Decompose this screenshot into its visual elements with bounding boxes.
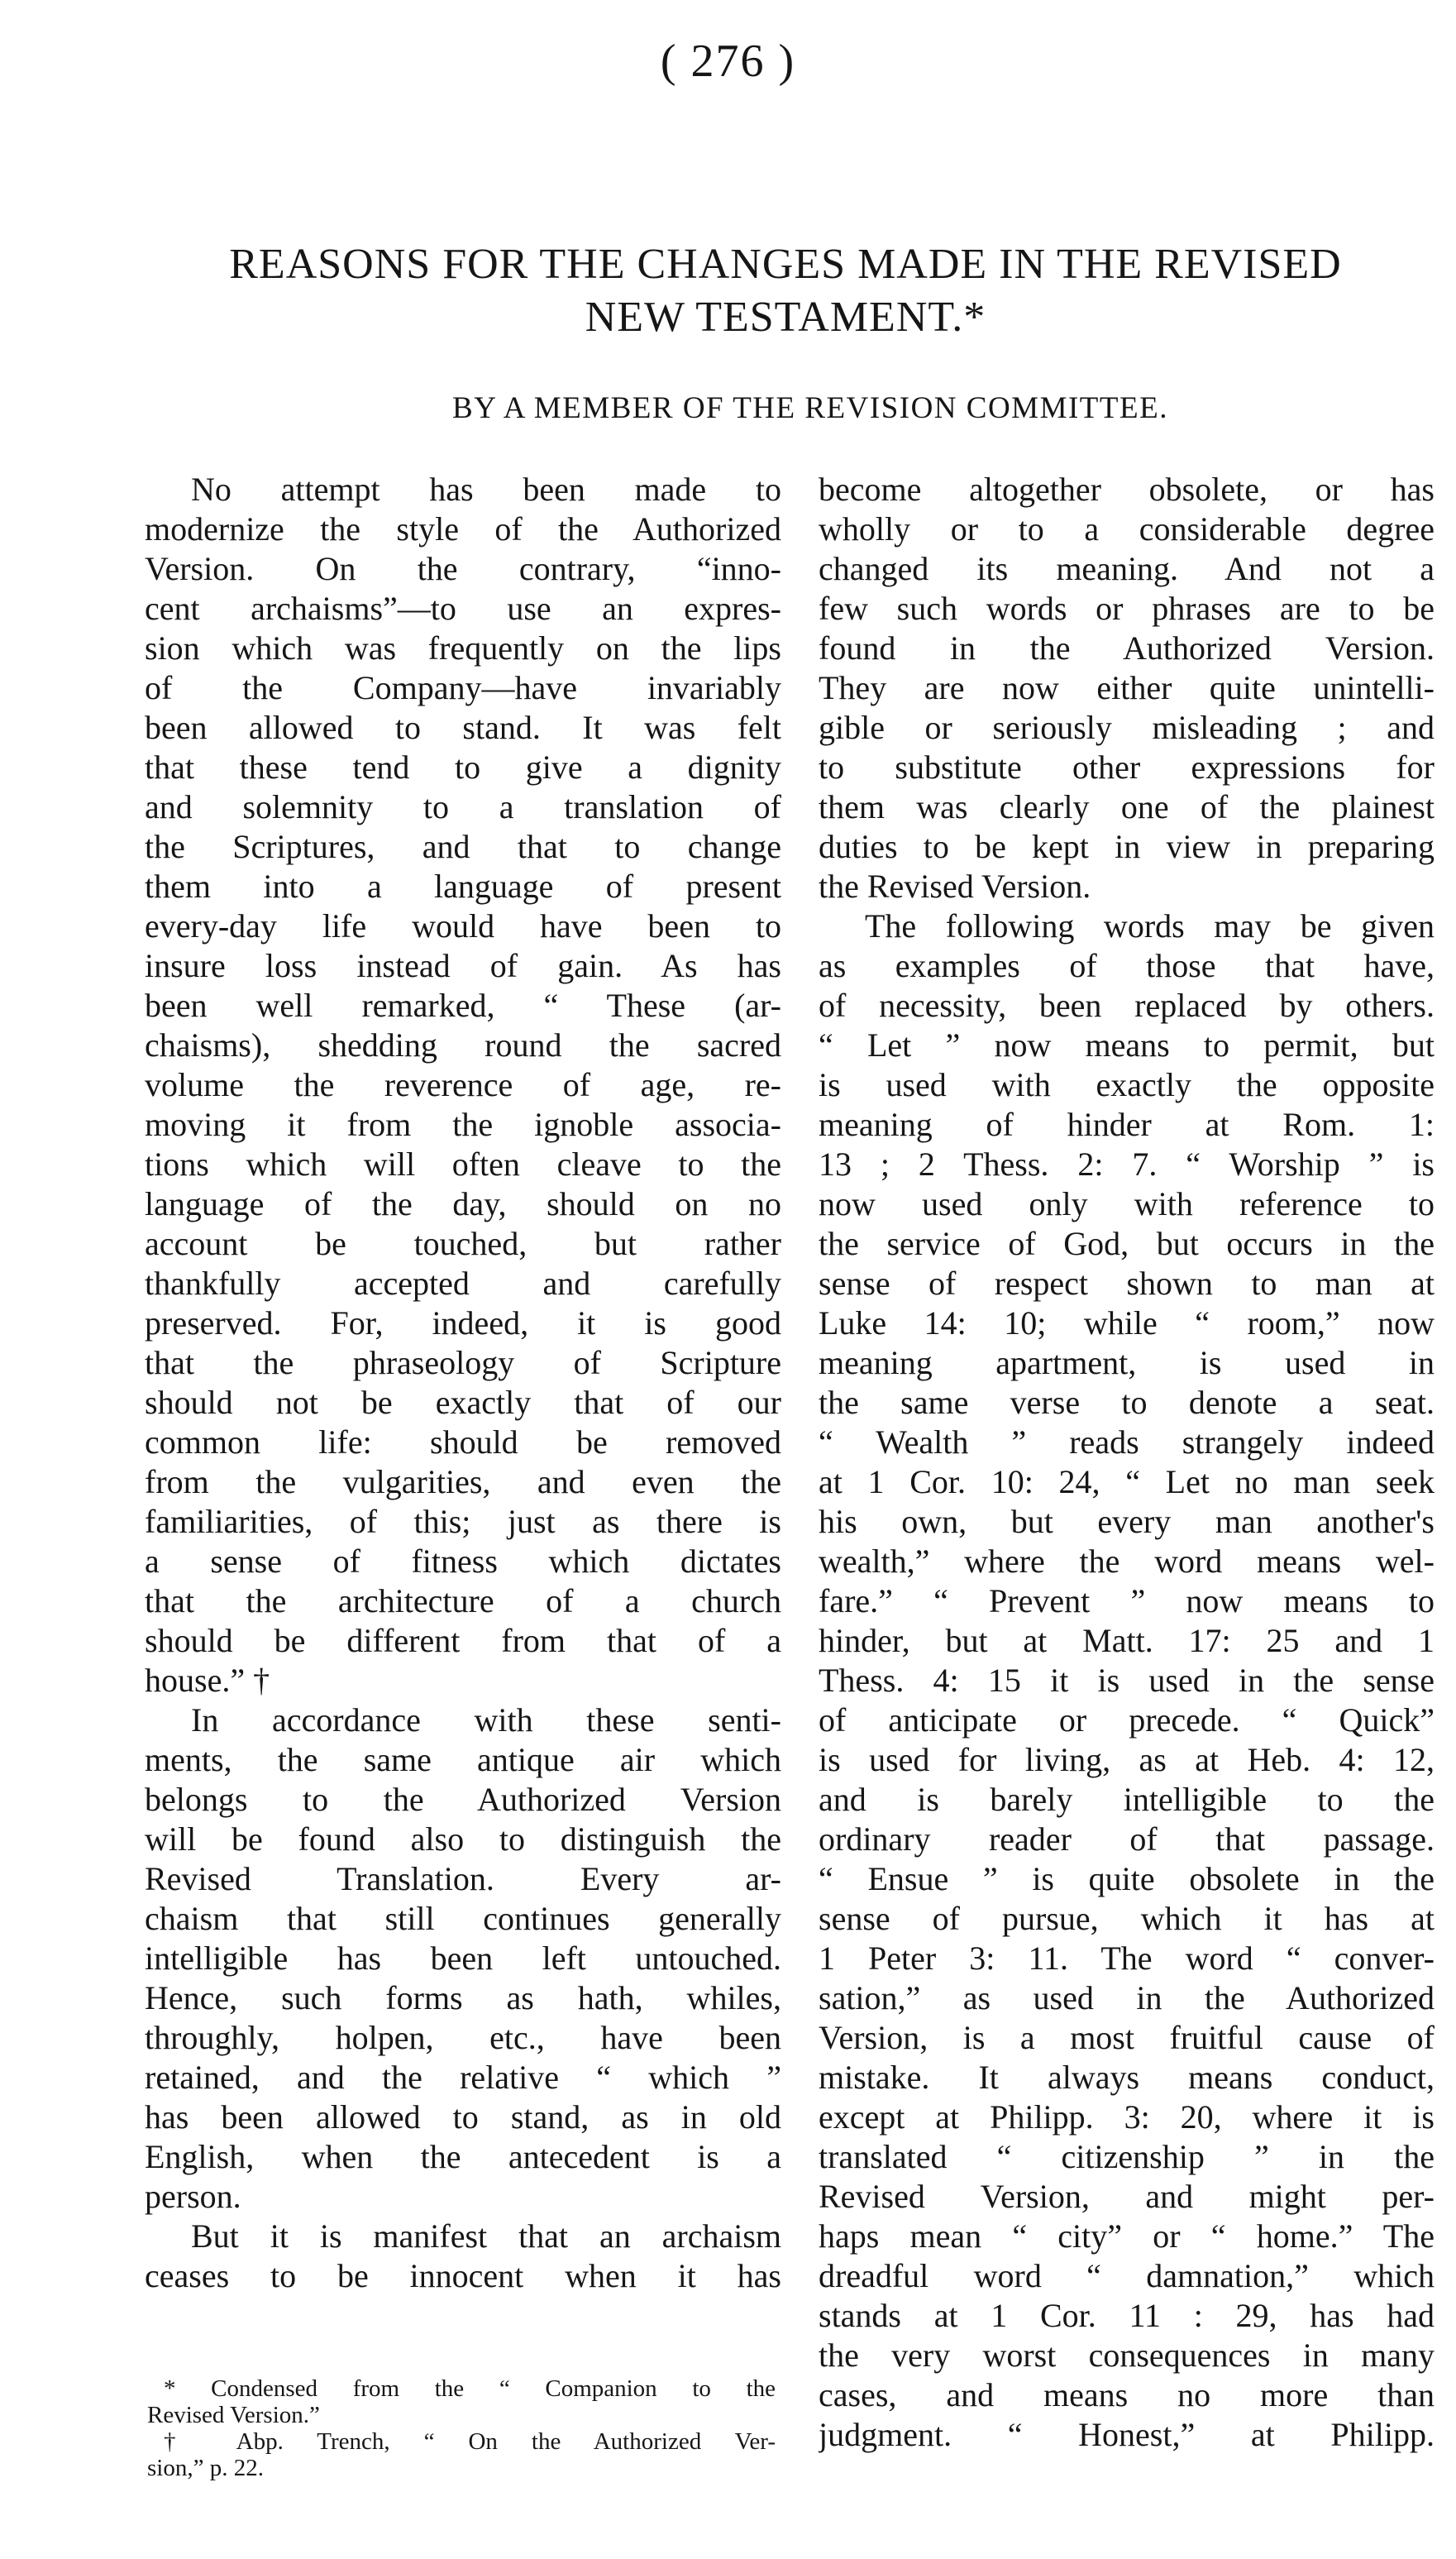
- text-line: meaning of hinder at Rom. 1:: [819, 1106, 1435, 1143]
- text-line: The following words may be given: [865, 907, 1435, 945]
- text-line: them into a language of present: [145, 868, 781, 905]
- text-line: common life: should be removed: [145, 1423, 781, 1461]
- text-line: the service of God, but occurs in the: [819, 1225, 1435, 1262]
- text-line: from the vulgarities, and even the: [145, 1463, 781, 1500]
- text-line: intelligible has been left untouched.: [145, 1940, 781, 1977]
- text-line: wealth,” where the word means wel-: [819, 1543, 1435, 1580]
- text-line: should not be exactly that of our: [145, 1384, 781, 1421]
- text-line: stands at 1 Cor. 11 : 29, has had: [819, 2297, 1435, 2334]
- text-line: to substitute other expressions for: [819, 749, 1435, 786]
- text-line: gible or seriously misleading ; and: [819, 709, 1435, 746]
- text-line: ments, the same antique air which: [145, 1741, 781, 1778]
- text-line: judgment. “ Honest,” at Philipp.: [819, 2416, 1435, 2453]
- text-line: the very worst consequences in many: [819, 2337, 1435, 2374]
- text-line: person.: [145, 2178, 241, 2215]
- text-line: few such words or phrases are to be: [819, 590, 1435, 627]
- text-line: been allowed to stand. It was felt: [145, 709, 781, 746]
- text-line: as examples of those that have,: [819, 947, 1435, 984]
- text-line: Version, is a most fruitful cause of: [819, 2019, 1435, 2056]
- text-line: now used only with reference to: [819, 1185, 1435, 1222]
- text-line: a sense of fitness which dictates: [145, 1543, 781, 1580]
- text-line: sion which was frequently on the lips: [145, 629, 781, 667]
- text-line: insure loss instead of gain. As has: [145, 947, 781, 984]
- text-line: his own, but every man another's: [819, 1503, 1435, 1540]
- text-line: that these tend to give a dignity: [145, 749, 781, 786]
- text-line: the Revised Version.: [819, 868, 1091, 905]
- text-line: the Scriptures, and that to change: [145, 828, 781, 865]
- footnote-line: Revised Version.”: [147, 2402, 320, 2428]
- text-line: at 1 Cor. 10: 24, “ Let no man seek: [819, 1463, 1435, 1500]
- text-line: should be different from that of a: [145, 1622, 781, 1659]
- text-line: haps mean “ city” or “ home.” The: [819, 2217, 1435, 2255]
- text-line: and solemnity to a translation of: [145, 788, 781, 825]
- text-line: cent archaisms”—to use an expres-: [145, 590, 781, 627]
- text-line: of necessity, been replaced by others.: [819, 987, 1435, 1024]
- text-line: “ Let ” now means to permit, but: [819, 1026, 1435, 1064]
- text-line: of anticipate or precede. “ Quick”: [819, 1701, 1435, 1739]
- footnote-line: † Abp. Trench, “ On the Authorized Ver-: [164, 2428, 776, 2455]
- text-line: sation,” as used in the Authorized: [819, 1979, 1435, 2016]
- text-line: Hence, such forms as hath, whiles,: [145, 1979, 781, 2016]
- text-line: translated “ citizenship ” in the: [819, 2138, 1435, 2175]
- text-line: throughly, holpen, etc., have been: [145, 2019, 781, 2056]
- text-line: that the architecture of a church: [145, 1582, 781, 1619]
- text-line: But it is manifest that an archaism: [191, 2217, 781, 2255]
- text-line: is used with exactly the opposite: [819, 1066, 1435, 1103]
- text-line: Revised Translation. Every ar-: [145, 1860, 781, 1897]
- text-line: found in the Authorized Version.: [819, 629, 1435, 667]
- text-line: the same verse to denote a seat.: [819, 1384, 1435, 1421]
- text-line: that the phraseology of Scripture: [145, 1344, 781, 1381]
- text-line: hinder, but at Matt. 17: 25 and 1: [819, 1622, 1435, 1659]
- article-title-line: REASONS FOR THE CHANGES MADE IN THE REVISED: [229, 241, 1342, 288]
- text-line: belongs to the Authorized Version: [145, 1781, 781, 1818]
- footnote-line: * Condensed from the “ Companion to the: [164, 2375, 776, 2402]
- text-line: They are now either quite unintelli-: [819, 669, 1435, 706]
- text-line: volume the reverence of age, re-: [145, 1066, 781, 1103]
- text-line: thankfully accepted and carefully: [145, 1265, 781, 1302]
- text-line: moving it from the ignoble associa-: [145, 1106, 781, 1143]
- text-line: changed its meaning. And not a: [819, 550, 1435, 587]
- article-title-line: NEW TESTAMENT.*: [585, 294, 986, 341]
- text-line: will be found also to distinguish the: [145, 1820, 781, 1858]
- text-line: house.” †: [145, 1662, 270, 1699]
- text-line: mistake. It always means conduct,: [819, 2059, 1435, 2096]
- text-line: has been allowed to stand, as in old: [145, 2098, 781, 2136]
- right-text-column: [819, 470, 1435, 2455]
- text-line: language of the day, should on no: [145, 1185, 781, 1222]
- text-line: No attempt has been made to: [191, 471, 781, 508]
- text-line: “ Wealth ” reads strangely indeed: [819, 1423, 1435, 1461]
- text-line: Luke 14: 10; while “ room,” now: [819, 1304, 1435, 1342]
- article-byline: BY A MEMBER OF THE REVISION COMMITTEE.: [452, 391, 1168, 425]
- footnotes: [147, 2375, 776, 2481]
- text-line: 13 ; 2 Thess. 2: 7. “ Worship ” is: [819, 1146, 1435, 1183]
- text-line: tions which will often cleave to the: [145, 1146, 781, 1183]
- text-line: 1 Peter 3: 11. The word “ conver-: [819, 1940, 1435, 1977]
- text-line: Revised Version, and might per-: [819, 2178, 1435, 2215]
- text-line: chaisms), shedding round the sacred: [145, 1026, 781, 1064]
- text-line: modernize the style of the Authorized: [145, 510, 781, 548]
- text-line: them was clearly one of the plainest: [819, 788, 1435, 825]
- text-line: become altogether obsolete, or has: [819, 471, 1435, 508]
- text-line: duties to be kept in view in preparing: [819, 828, 1435, 865]
- text-line: In accordance with these senti-: [191, 1701, 781, 1739]
- text-line: fare.” “ Prevent ” now means to: [819, 1582, 1435, 1619]
- text-line: and is barely intelligible to the: [819, 1781, 1435, 1818]
- text-line: “ Ensue ” is quite obsolete in the: [819, 1860, 1435, 1897]
- text-line: familiarities, of this; just as there is: [145, 1503, 781, 1540]
- text-line: English, when the antecedent is a: [145, 2138, 781, 2175]
- text-line: preserved. For, indeed, it is good: [145, 1304, 781, 1342]
- text-line: sense of respect shown to man at: [819, 1265, 1435, 1302]
- text-line: Version. On the contrary, “inno-: [145, 550, 781, 587]
- text-line: wholly or to a considerable degree: [819, 510, 1435, 548]
- article-title: [124, 238, 1447, 344]
- text-line: ceases to be innocent when it has: [145, 2257, 781, 2294]
- text-line: of the Company—have invariably: [145, 669, 781, 706]
- text-line: meaning apartment, is used in: [819, 1344, 1435, 1381]
- footnote-line: sion,” p. 22.: [147, 2455, 264, 2481]
- text-line: Thess. 4: 15 it is used in the sense: [819, 1662, 1435, 1699]
- text-line: except at Philipp. 3: 20, where it is: [819, 2098, 1435, 2136]
- text-line: sense of pursue, which it has at: [819, 1900, 1435, 1937]
- text-line: ordinary reader of that passage.: [819, 1820, 1435, 1858]
- text-line: account be touched, but rather: [145, 1225, 781, 1262]
- text-line: cases, and means no more than: [819, 2376, 1435, 2413]
- text-line: retained, and the relative “ which ”: [145, 2059, 781, 2096]
- left-text-column: [145, 470, 781, 2296]
- text-line: chaism that still continues generally: [145, 1900, 781, 1937]
- text-line: every-day life would have been to: [145, 907, 781, 945]
- text-line: been well remarked, “ These (ar-: [145, 987, 781, 1024]
- text-line: dreadful word “ damnation,” which: [819, 2257, 1435, 2294]
- text-line: is used for living, as at Heb. 4: 12,: [819, 1741, 1435, 1778]
- page-number: ( 276 ): [660, 36, 796, 87]
